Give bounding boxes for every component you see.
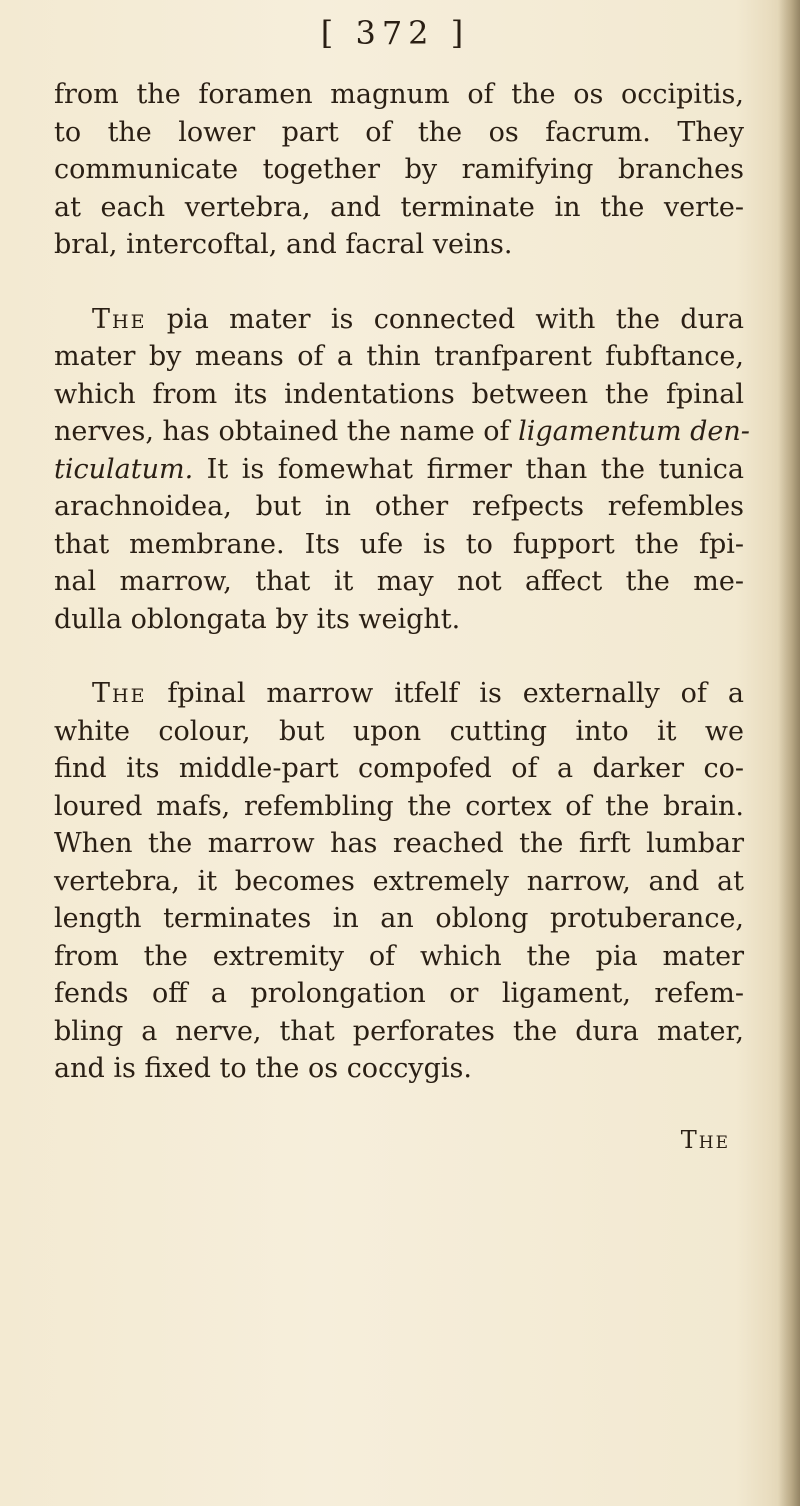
text-line: When the marrow has reached the firft lumbar	[54, 828, 744, 859]
text-line: dulla oblongata by its weight.	[54, 603, 461, 635]
text-line: arachnoidea, but in other refpects refembles	[54, 491, 744, 522]
line-text: pia mater is connected with the dura	[146, 303, 744, 335]
paragraph-lead-word: The	[92, 303, 147, 335]
text-line: which from its indentations between the fpinal	[54, 378, 744, 410]
text-line	[54, 675, 744, 713]
paragraph-3	[54, 675, 744, 1088]
body-text	[54, 76, 750, 1088]
text-line: mater by means of a thin tranfparent fubftance,	[54, 341, 744, 372]
text-line: at each vertebra, and terminate in the verte-	[54, 191, 744, 223]
text-line: from the foramen magnum of the os occipitis,	[54, 79, 744, 110]
line-text: fpinal marrow itfelf is externally of a	[146, 678, 744, 709]
text-line: to the lower part of the os facrum. They	[54, 116, 744, 148]
text-line: bral, intercoftal, and facral veins.	[54, 229, 513, 260]
text-line: bling a nerve, that perforates the dura mater,	[54, 1015, 744, 1047]
latin-term-part-1: ligamentum den-	[518, 416, 750, 447]
text-line: vertebra, it becomes extremely narrow, and at	[54, 865, 744, 897]
text-line: and is fixed to the os coccygis.	[54, 1053, 472, 1084]
catchword: The	[680, 1126, 730, 1154]
text-line: find its middle-part compofed of a darker co-	[54, 753, 744, 784]
text-line	[54, 451, 744, 489]
page-number: [ 372 ]	[320, 14, 470, 52]
text-line: from the extremity of which the pia mater	[54, 940, 744, 972]
text-line: length terminates in an oblong protuberance,	[54, 903, 744, 934]
text-line: nal marrow, that it may not affect the me-	[54, 566, 744, 597]
text-line: loured mafs, refembling the cortex of the brain.	[54, 790, 744, 822]
text-line	[54, 301, 744, 339]
text-line: that membrane. Its ufe is to fupport the fpi-	[54, 528, 744, 560]
text-line: white colour, but upon cutting into it we	[54, 715, 744, 747]
page-edge-shadow	[778, 0, 800, 1506]
latin-term-part-2: ticulatum.	[54, 453, 194, 485]
text-line	[54, 413, 750, 451]
paragraph-lead-word: The	[92, 678, 147, 709]
line-text: It is fomewhat firmer than the tunica	[193, 453, 744, 485]
line-text: nerves, has obtained the name of	[54, 416, 519, 447]
text-line: fends off a prolongation or ligament, refem-	[54, 978, 744, 1009]
paragraph-2	[54, 301, 750, 639]
text-line: communicate together by ramifying branches	[54, 154, 744, 185]
paragraph-1	[54, 76, 744, 264]
